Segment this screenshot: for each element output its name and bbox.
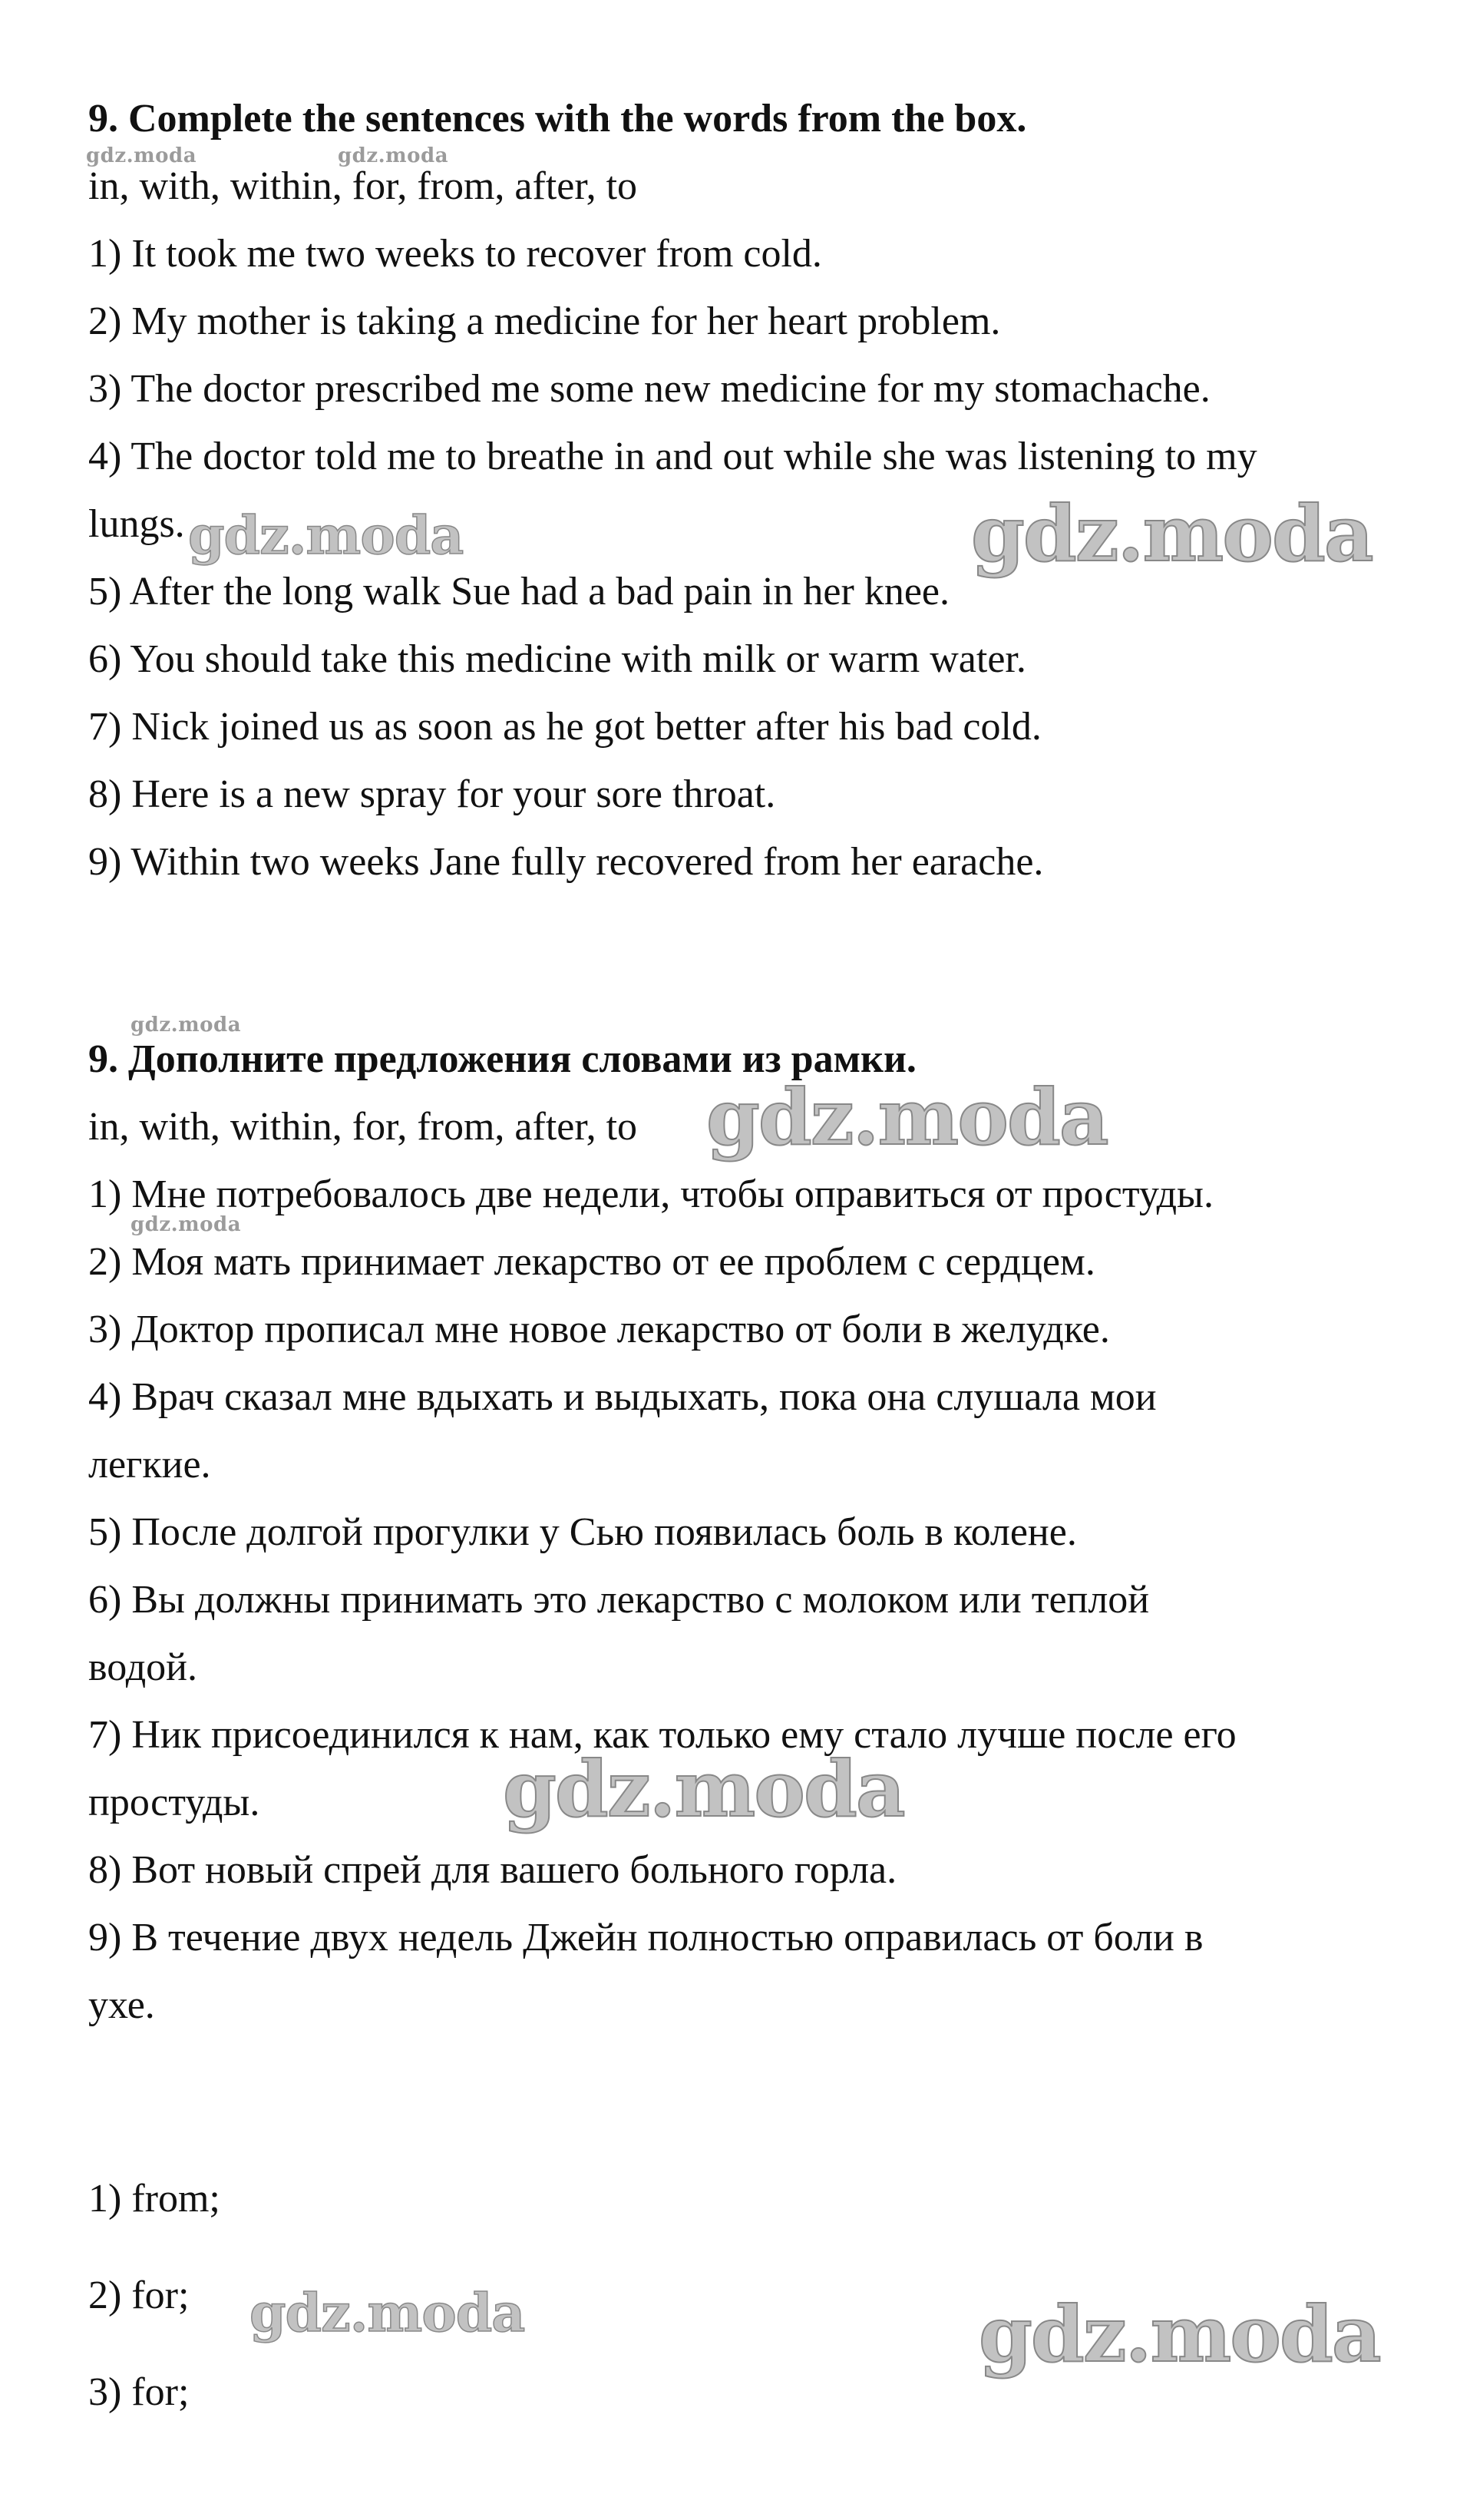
watermark-small: gdz.moda bbox=[338, 144, 449, 167]
watermark-medium: gdz.moda bbox=[249, 2283, 525, 2344]
russian-sentence-7-cont: простуды. bbox=[88, 1781, 260, 1824]
answer-3: 3) for; bbox=[88, 2370, 190, 2414]
russian-sentence-5: 5) После долгой прогулки у Сью появилась боль в колене. bbox=[88, 1510, 1077, 1554]
watermark-large: gdz.moda bbox=[979, 2289, 1380, 2379]
english-heading: 9. Complete the sentences with the words from the box. bbox=[88, 97, 1027, 141]
russian-sentence-9-cont: ухе. bbox=[88, 1983, 155, 2027]
russian-sentence-4-cont: легкие. bbox=[88, 1443, 211, 1487]
russian-sentence-6-cont: водой. bbox=[88, 1645, 197, 1689]
english-sentence-9: 9) Within two weeks Jane fully recovered from her earache. bbox=[88, 840, 1044, 884]
russian-sentence-1: 1) Мне потребовалось две недели, чтобы оправиться от простуды. bbox=[88, 1172, 1214, 1216]
english-sentence-4: 4) The doctor told me to breathe in and out while she was listening to my bbox=[88, 435, 1257, 478]
russian-sentence-2: 2) Моя мать принимает лекарство от ее проблем с сердцем. bbox=[88, 1240, 1095, 1284]
english-sentence-6: 6) You should take this medicine with milk or warm water. bbox=[88, 637, 1026, 681]
russian-sentence-3: 3) Доктор прописал мне новое лекарство от боли в желудке. bbox=[88, 1308, 1110, 1351]
watermark-large: gdz.moda bbox=[503, 1744, 904, 1834]
english-sentence-8: 8) Here is a new spray for your sore throat. bbox=[88, 772, 776, 816]
watermark-small: gdz.moda bbox=[130, 1014, 242, 1037]
watermark-large: gdz.moda bbox=[971, 488, 1373, 579]
watermark-small: gdz.moda bbox=[86, 144, 197, 167]
russian-sentence-7: 7) Ник присоединился к нам, как только ему стало лучше после его bbox=[88, 1713, 1237, 1757]
russian-heading: 9. Дополните предложения словами из рамки. bbox=[88, 1037, 917, 1081]
watermark-large: gdz.moda bbox=[706, 1072, 1108, 1162]
english-sentence-2: 2) My mother is taking a medicine for her heart problem. bbox=[88, 299, 1001, 343]
english-sentence-1: 1) It took me two weeks to recover from cold. bbox=[88, 232, 822, 276]
watermark-medium: gdz.moda bbox=[188, 505, 464, 567]
answer-2: 2) for; bbox=[88, 2274, 190, 2317]
russian-sentence-4: 4) Врач сказал мне вдыхать и выдыхать, пока она слушала мои bbox=[88, 1375, 1157, 1419]
answer-1: 1) from; bbox=[88, 2177, 220, 2221]
russian-sentence-9: 9) В течение двух недель Джейн полностью оправилась от боли в bbox=[88, 1916, 1204, 1959]
english-box-words: in, with, within, for, from, after, to bbox=[88, 164, 638, 208]
english-sentence-4-cont: lungs. bbox=[88, 502, 185, 546]
russian-sentence-6: 6) Вы должны принимать это лекарство с молоком или теплой bbox=[88, 1578, 1150, 1622]
russian-box-words: in, with, within, for, from, after, to bbox=[88, 1105, 638, 1149]
watermark-small: gdz.moda bbox=[130, 1213, 242, 1236]
english-sentence-7: 7) Nick joined us as soon as he got better after his bad cold. bbox=[88, 705, 1042, 749]
english-sentence-5: 5) After the long walk Sue had a bad pain in her knee. bbox=[88, 570, 950, 613]
english-sentence-3: 3) The doctor prescribed me some new medicine for my stomachache. bbox=[88, 367, 1211, 411]
russian-sentence-8: 8) Вот новый спрей для вашего больного горла. bbox=[88, 1848, 897, 1892]
